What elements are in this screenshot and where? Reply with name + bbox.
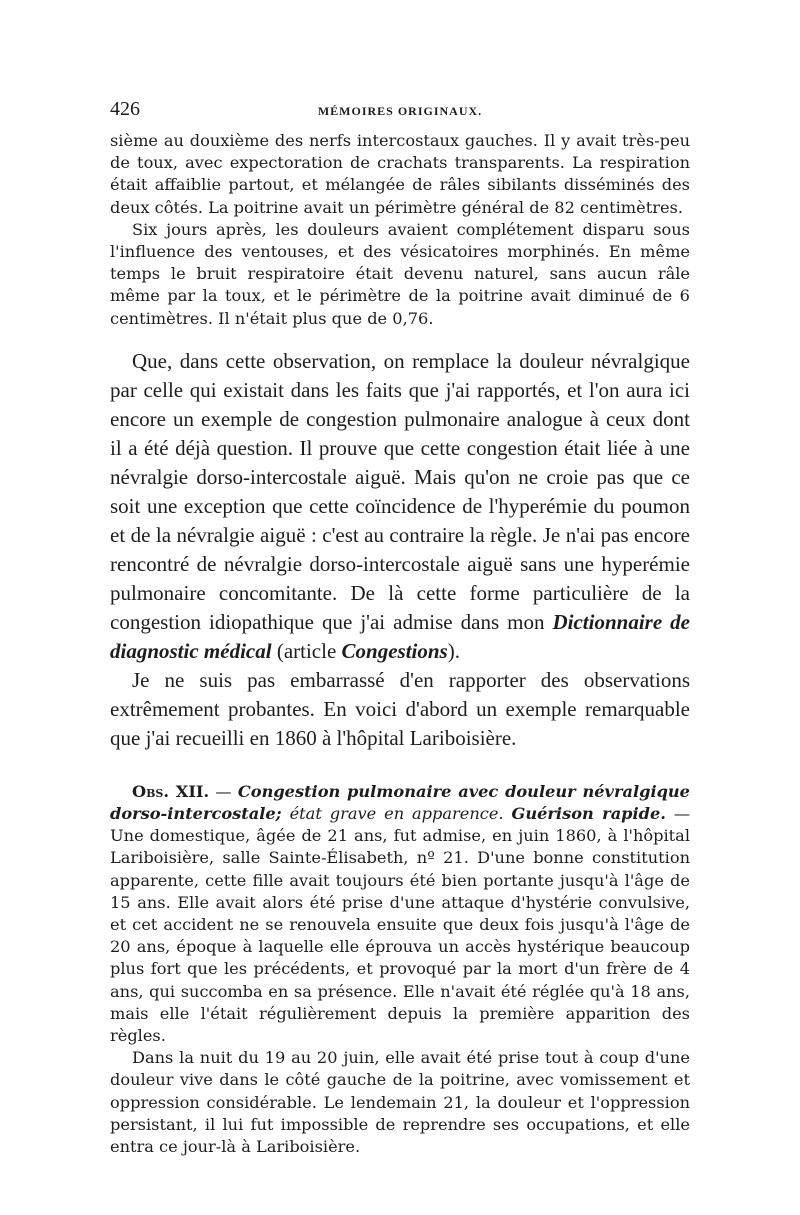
article-open: (article <box>276 638 337 663</box>
book-page <box>110 98 690 1158</box>
paragraph-je-ne-suis: Je ne suis pas embarrassé d'en rapporter des observations extrêmement probantes. En voici d'abord un exemple remarquable que j'ai recueilli en 1860 à l'hôpital Lariboisière. <box>110 667 690 750</box>
paragraph-continued: sième au douxième des nerfs intercostaux gauches. Il y avait très-peu de toux, avec expectoration de crachats transparents. La respiration était affaiblie partout, et mélangée de râles sibilants disséminés des deux côtés. La poitrine avait un périmètre général de 82 centimètres. <box>110 131 690 217</box>
obs-dash: — <box>215 781 232 801</box>
paragraph-dans-la-nuit: Dans la nuit du 19 au 20 juin, elle avait été prise tout à coup d'une douleur vive dans le côté gauche de la poitrine, avec vomissement et oppression considérable. Le lendemain 21, la douleur et l'oppression persistant, il lui fut impossible de reprendre ses occupations, et elle entra ce jour-là à Lariboisière. <box>110 1048 690 1157</box>
book-title: Dictionnaire de diagnostic médical <box>110 609 690 663</box>
paragraph-six-jours: Six jours après, les douleurs avaient complétement disparu sous l'influence des ventouses, et des vésicatoires morphinés. En même temps le bruit respiratoire était devenu naturel, sans aucun râle même par la toux, et le périmètre de la poitrine avait diminué de 6 centimètres. Il n'était plus que de 0,76. <box>110 219 690 328</box>
obs-label: Obs. XII. <box>132 781 210 801</box>
page-header <box>110 98 690 124</box>
obs-state: état grave en apparence. <box>289 804 504 824</box>
page-number: 426 <box>110 98 140 120</box>
observation-xii <box>110 781 690 1047</box>
paragraph-que-text: Que, dans cette observation, on remplace la douleur névralgique par celle qui existait dans les faits que j'ai rapportés, et l'on aura ici encore un exemple de congestion pulmonaire analogue à ceux dont il a été déjà question. Il prouve que cette congestion était liée à une névralgie dorso-intercostale aiguë. Mais qu'on ne croie pas que ce soit une exception que cette coïncidence de l'hyperémie du poumon et de la névralgie aiguë : c'est au contraire la règle. Je n'ai pas encore rencontré de névralgie dorso-intercostale aiguë sans une hyperémie pulmonaire concomitante. De là cette forme particulière de la congestion idiopathique que j'ai admise dans mon <box>110 348 690 634</box>
article-name: Congestions <box>341 638 448 663</box>
running-head: MÉMOIRES ORIGINAUX. <box>317 104 483 118</box>
paragraph-que <box>110 347 690 666</box>
obs-cure: Guérison rapide. <box>511 804 666 824</box>
article-close: ). <box>447 638 460 663</box>
obs-title: Congestion pulmonaire avec douleur névralgique dorso-intercostale; <box>110 781 690 824</box>
obs-text: — Une domestique, âgée de 21 ans, fut admise, en juin 1860, à l'hôpital Lariboisière, salle Sainte-Élisabeth, nº 21. D'une bonne constitution apparente, cette fille avait toujours été bien portante jusqu'à l'âge de 15 ans. Elle avait alors été prise d'une attaque d'hystérie convulsive, et cet accident ne se renouvela ensuite que deux fois jusqu'à l'âge de 20 ans, époque à laquelle elle éprouva un accès hystérique beaucoup plus fort que les précédents, et provoqué par la mort d'un frère de 4 ans, qui succomba en sa présence. Elle n'avait été réglée qu'à 18 ans, mais elle l'était régulièrement depuis la première apparition des règles. <box>110 804 691 1046</box>
